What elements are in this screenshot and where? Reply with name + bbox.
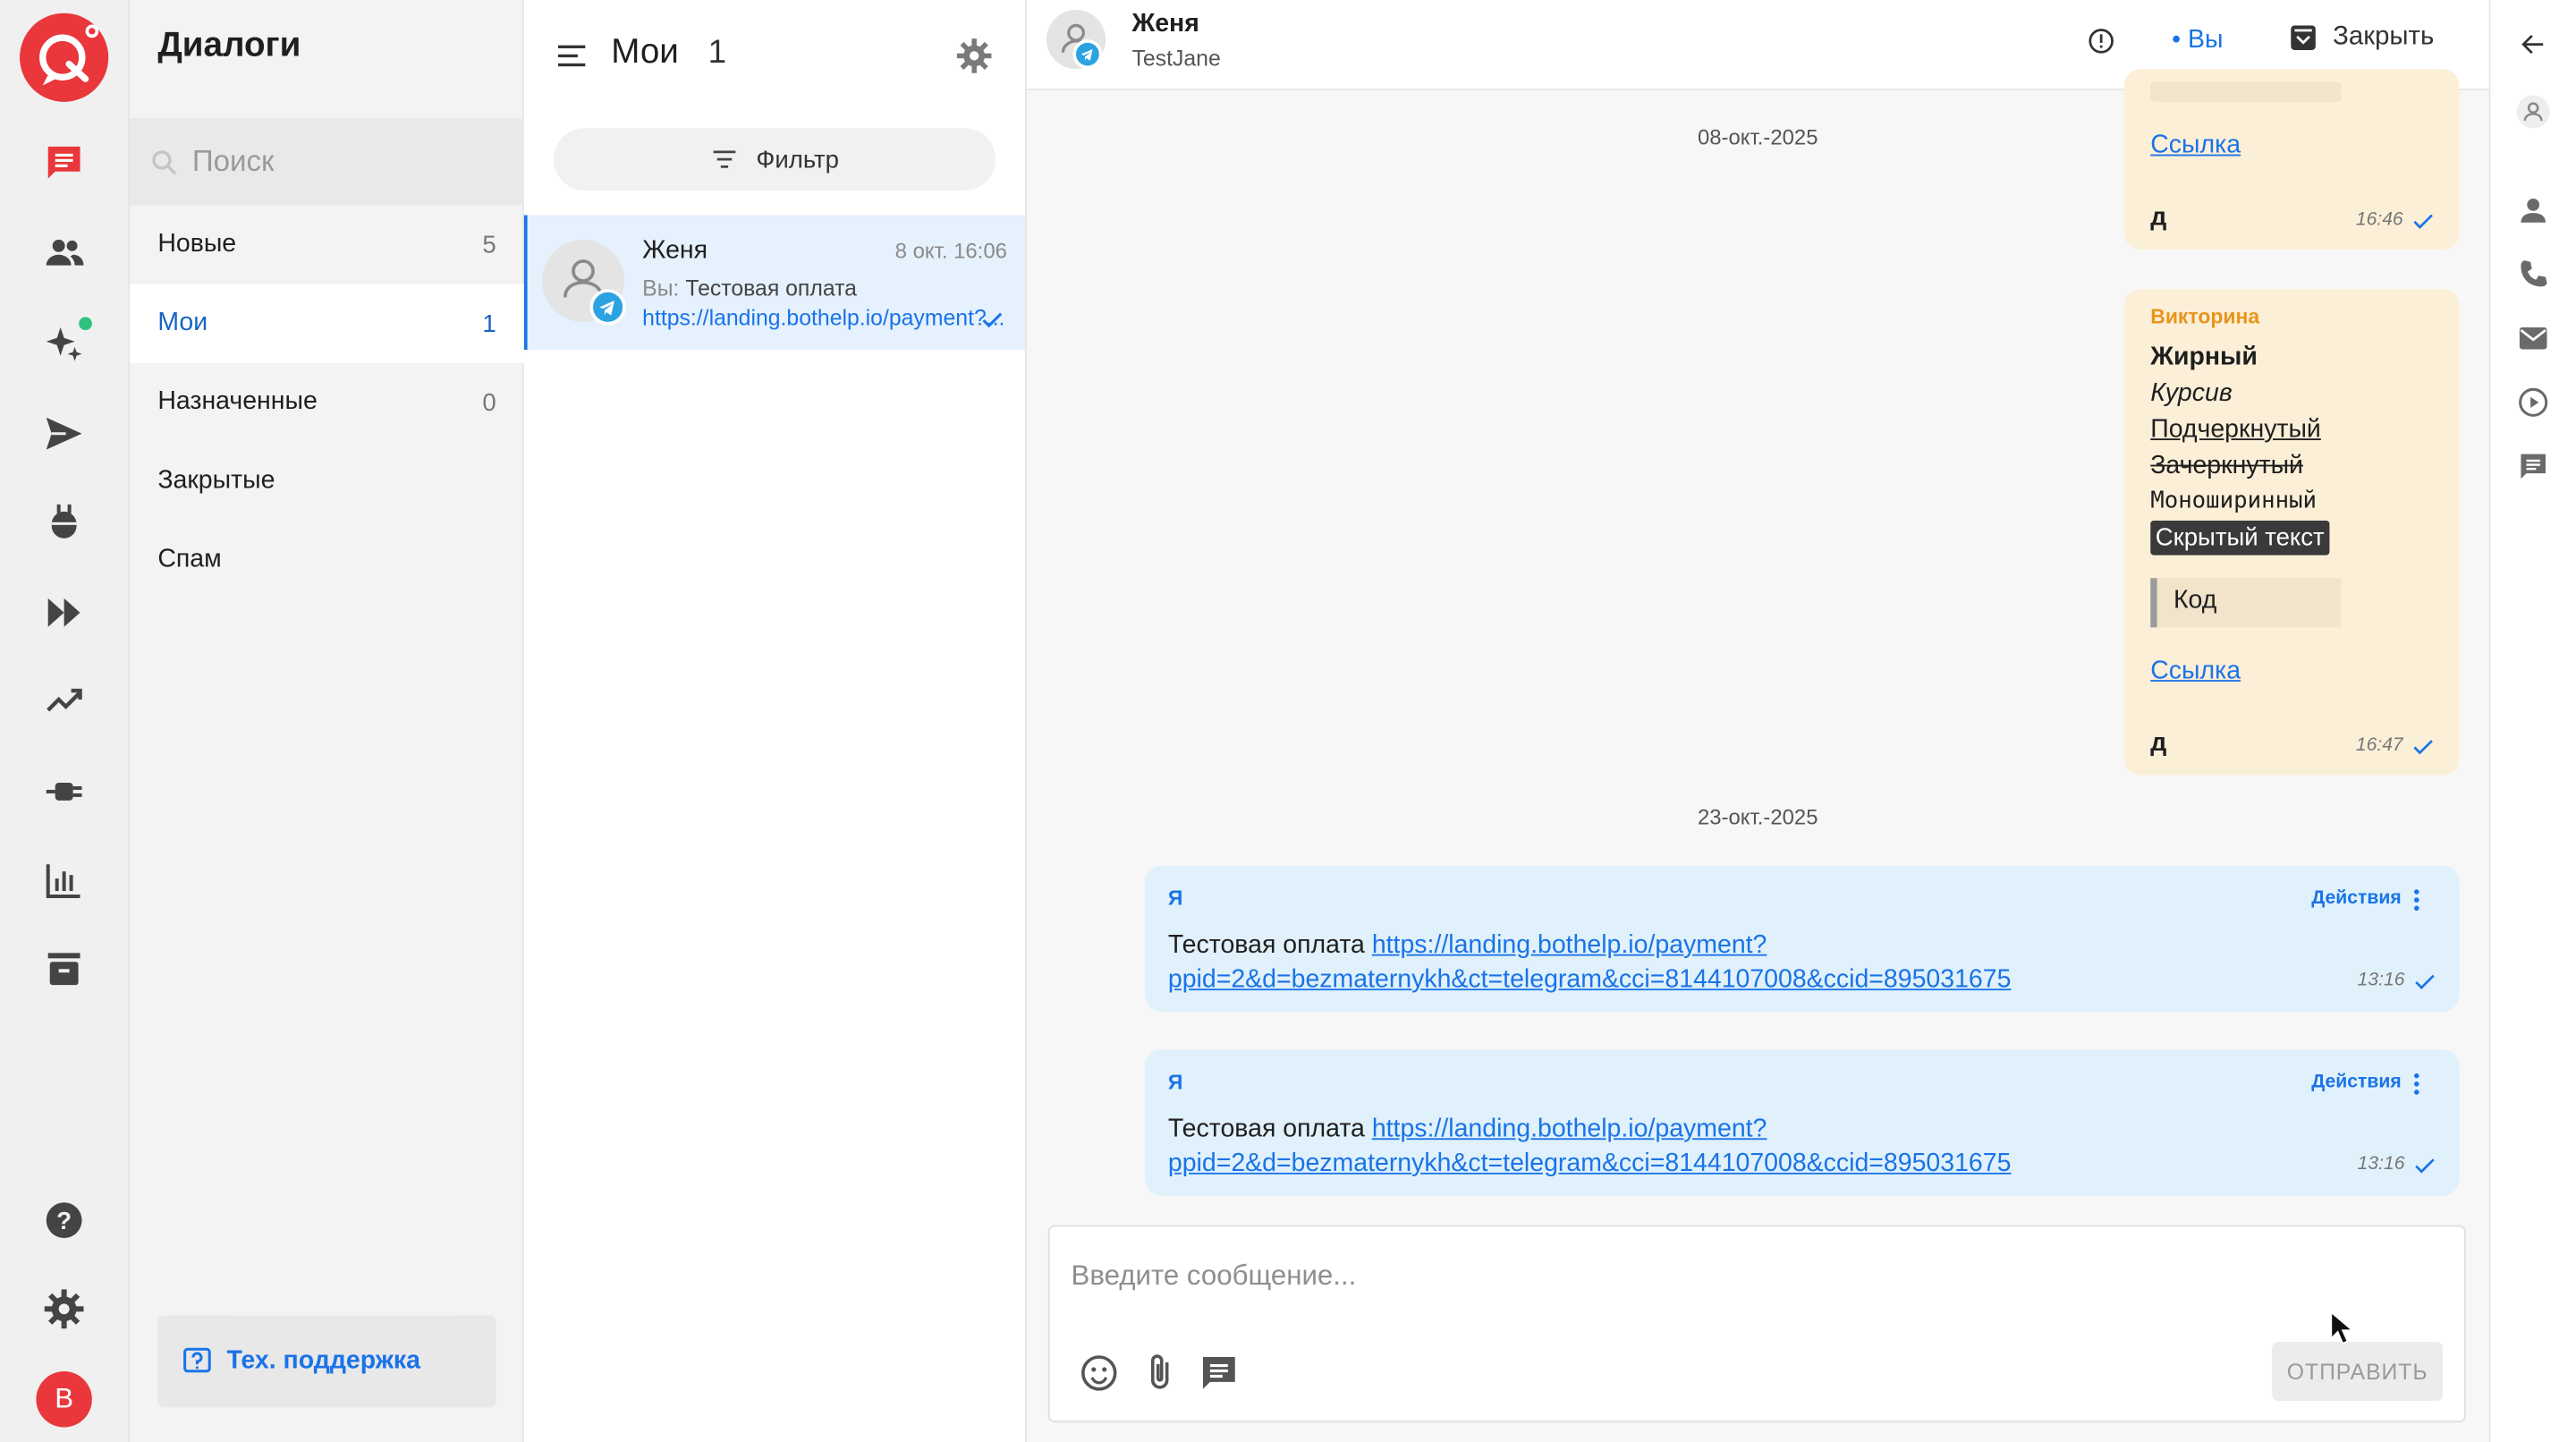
folder-label: Мои bbox=[157, 309, 208, 337]
message-link[interactable]: https://landing.bothelp.io/payment? bbox=[1371, 1115, 1767, 1143]
folder-label: Закрытые bbox=[157, 466, 275, 495]
contacts-icon[interactable] bbox=[36, 225, 91, 281]
code-block-fragment bbox=[2150, 82, 2341, 102]
message-icon[interactable] bbox=[2515, 448, 2551, 484]
menu-icon[interactable] bbox=[554, 38, 589, 73]
message-sender: Я bbox=[1167, 886, 1183, 911]
chat-icon[interactable] bbox=[36, 135, 91, 191]
help-square-icon bbox=[181, 1345, 214, 1378]
contact-name: Женя bbox=[1131, 10, 1199, 38]
message-text: Тестовая оплата bbox=[1167, 1115, 1365, 1143]
folder-label: Назначенные bbox=[157, 387, 318, 416]
folder-new[interactable] bbox=[130, 206, 524, 284]
list-title: Мои bbox=[611, 32, 679, 71]
preview-link: https://landing.bothelp.io/payment?... bbox=[642, 305, 1005, 331]
play-icon[interactable] bbox=[2515, 385, 2551, 420]
check-icon bbox=[2410, 734, 2436, 760]
svg-text:?: ? bbox=[56, 1207, 72, 1235]
close-label: Закрыть bbox=[2333, 22, 2435, 51]
folder-assigned[interactable] bbox=[130, 363, 524, 442]
templates-icon[interactable] bbox=[1198, 1352, 1241, 1395]
user-avatar[interactable]: В bbox=[36, 1371, 91, 1427]
preview-text: Тестовая оплата bbox=[685, 276, 857, 301]
conversation-preview bbox=[642, 275, 1005, 334]
message-time: 16:47 bbox=[2355, 735, 2403, 756]
dialog-folders-panel bbox=[130, 0, 524, 1442]
strike-text: Зачеркнутый bbox=[2150, 451, 2303, 480]
folder-count: 0 bbox=[482, 388, 496, 417]
date-separator: 08-окт.-2025 bbox=[1697, 124, 1818, 150]
conversation-item[interactable] bbox=[524, 216, 1025, 351]
message-body bbox=[1168, 928, 2318, 997]
message-sender: Я bbox=[1167, 1071, 1183, 1094]
message-text: д bbox=[2150, 203, 2167, 232]
check-icon bbox=[2411, 1153, 2437, 1179]
search-input[interactable] bbox=[192, 145, 504, 180]
conversation-time: 8 окт. 16:06 bbox=[894, 238, 1007, 263]
icon-rail bbox=[0, 0, 130, 1442]
message-composer bbox=[1048, 1226, 2466, 1422]
folder-count: 5 bbox=[482, 230, 496, 259]
message-sender: Викторина bbox=[2150, 305, 2260, 329]
conversation-list bbox=[524, 0, 1027, 1442]
more-vert-icon[interactable] bbox=[2413, 1073, 2419, 1096]
support-label: Тех. поддержка bbox=[226, 1346, 421, 1375]
contact-username: TestJane bbox=[1131, 46, 1221, 71]
preview-prefix: Вы: bbox=[642, 276, 680, 301]
profile-icon[interactable] bbox=[2515, 94, 2551, 130]
underline-text: Подчеркнутый bbox=[2150, 415, 2321, 444]
telegram-icon bbox=[1072, 39, 1102, 69]
emoji-icon[interactable] bbox=[1078, 1352, 1121, 1395]
filter-label: Фильтр bbox=[756, 145, 839, 174]
spoiler-text[interactable]: Скрытый текст bbox=[2150, 521, 2329, 556]
message-link[interactable]: Ссылка bbox=[2150, 131, 2241, 160]
search-icon bbox=[149, 147, 179, 176]
help-icon[interactable] bbox=[36, 1192, 91, 1248]
broadcast-icon[interactable] bbox=[36, 405, 91, 461]
message-time: 13:16 bbox=[2357, 1154, 2405, 1175]
folder-label: Спам bbox=[157, 545, 222, 573]
check-icon bbox=[2411, 969, 2437, 995]
back-arrow-icon[interactable] bbox=[2515, 26, 2551, 62]
settings-icon[interactable] bbox=[36, 1281, 91, 1336]
search-box[interactable] bbox=[130, 118, 524, 205]
incoming-message bbox=[2124, 69, 2460, 250]
check-icon bbox=[979, 307, 1005, 333]
incoming-message bbox=[2124, 289, 2460, 775]
archive-icon[interactable] bbox=[36, 941, 91, 997]
right-panel bbox=[2489, 0, 2576, 1442]
bot-icon[interactable] bbox=[36, 495, 91, 550]
italic-text: Курсив bbox=[2150, 379, 2233, 408]
more-vert-icon[interactable] bbox=[2413, 888, 2419, 912]
notification-dot bbox=[79, 317, 92, 330]
check-icon bbox=[2410, 208, 2436, 234]
chat-area bbox=[1027, 0, 2489, 1442]
folder-label: Новые bbox=[157, 230, 237, 259]
message-link[interactable]: https://landing.bothelp.io/payment? bbox=[1371, 931, 1767, 960]
telegram-icon bbox=[589, 289, 625, 325]
support-button[interactable] bbox=[157, 1316, 496, 1408]
message-body bbox=[1168, 1112, 2318, 1181]
folder-mine[interactable] bbox=[130, 284, 524, 363]
phone-icon[interactable] bbox=[2515, 256, 2551, 292]
attachment-icon[interactable] bbox=[1139, 1352, 1182, 1395]
assignee-button[interactable]: • Вы bbox=[2172, 26, 2224, 55]
date-separator: 23-окт.-2025 bbox=[1697, 804, 1818, 830]
statistics-icon[interactable] bbox=[36, 852, 91, 908]
email-icon[interactable] bbox=[2515, 320, 2551, 356]
info-icon[interactable] bbox=[2087, 26, 2116, 55]
send-button[interactable]: ОТПРАВИТЬ bbox=[2272, 1342, 2443, 1401]
integrations-icon[interactable] bbox=[36, 764, 91, 819]
conversation-name: Женя bbox=[642, 236, 708, 265]
code-block: Код bbox=[2150, 578, 2341, 627]
message-link-cont[interactable]: ppid=2&d=bezmaternykh&ct=telegram&cci=8144107008&ccid=895031675 bbox=[1167, 965, 2012, 994]
automation-icon[interactable] bbox=[36, 585, 91, 640]
folder-spam[interactable] bbox=[130, 521, 524, 599]
folders-title: Диалоги bbox=[157, 26, 301, 64]
actions-button[interactable]: Действия bbox=[2311, 888, 2402, 909]
outgoing-message bbox=[1145, 1049, 2459, 1195]
outgoing-message bbox=[1145, 866, 2459, 1012]
message-time: 16:46 bbox=[2355, 210, 2403, 231]
message-text: д bbox=[2150, 729, 2167, 758]
logo[interactable] bbox=[20, 13, 108, 102]
archive-box-icon bbox=[2289, 23, 2318, 53]
actions-button[interactable]: Действия bbox=[2311, 1072, 2402, 1092]
gear-icon[interactable] bbox=[954, 36, 994, 75]
bold-text: Жирный bbox=[2150, 343, 2258, 371]
close-dialog-button[interactable] bbox=[2289, 23, 2435, 53]
trending-icon[interactable] bbox=[36, 674, 91, 729]
person-icon[interactable] bbox=[2515, 192, 2551, 228]
folder-closed[interactable] bbox=[130, 442, 524, 521]
filter-icon bbox=[710, 145, 740, 174]
message-text: Тестовая оплата bbox=[1167, 931, 1365, 960]
mouse-cursor-icon bbox=[2329, 1311, 2355, 1346]
message-link-cont[interactable]: ppid=2&d=bezmaternykh&ct=telegram&cci=8144107008&ccid=895031675 bbox=[1167, 1149, 2012, 1178]
message-link[interactable]: Ссылка bbox=[2150, 657, 2241, 685]
folder-count: 1 bbox=[482, 310, 496, 338]
message-time: 13:16 bbox=[2357, 971, 2405, 991]
monospace-text: Моноширинный bbox=[2150, 488, 2318, 514]
list-count: 1 bbox=[708, 34, 727, 71]
filter-button[interactable] bbox=[554, 128, 996, 191]
message-input[interactable] bbox=[1072, 1260, 2419, 1309]
